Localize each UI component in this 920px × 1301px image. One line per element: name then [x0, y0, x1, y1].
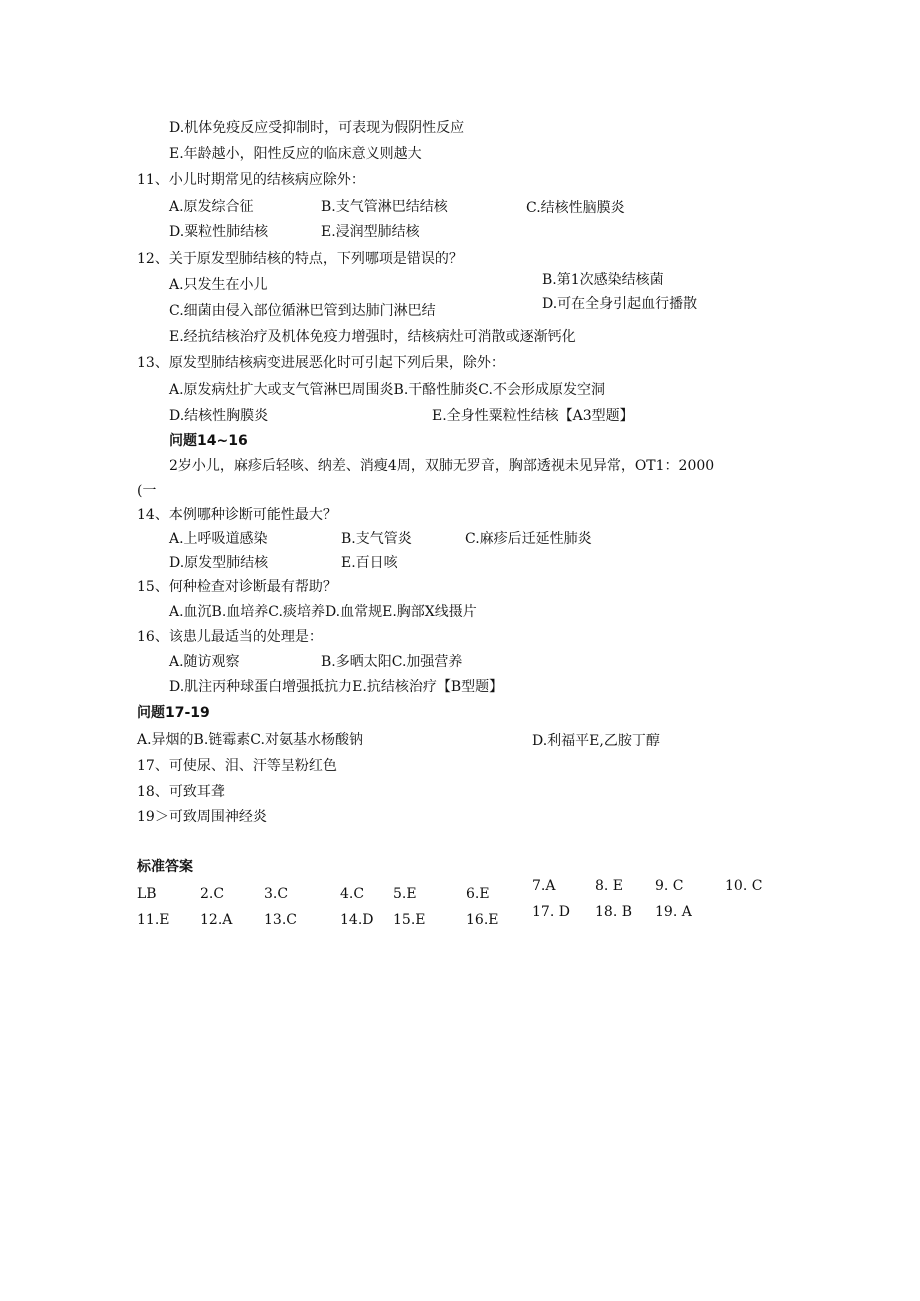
answer-item: 16.E	[466, 912, 499, 928]
answer-item: 6.E	[466, 886, 490, 902]
answer-item: 15.E	[393, 912, 426, 928]
q16-stem: 16、该患儿最适当的处理是：	[137, 629, 323, 645]
q18-stem: 18、可致耳聋	[137, 784, 225, 800]
q14-option-d: D.原发型肺结核	[169, 555, 269, 571]
answer-item: 5.E	[393, 886, 417, 902]
b-group-heading: 问题17-19	[137, 705, 210, 721]
answer-item: 12.A	[200, 912, 233, 928]
q12-option-a: A.只发生在小儿	[169, 277, 268, 293]
q10-option-d: D.机体免疫反应受抑制时，可表现为假阴性反应	[169, 120, 465, 136]
answer-item: 9. C	[655, 878, 684, 894]
q14-option-c: C.麻疹后迁延性肺炎	[465, 531, 592, 547]
q10-option-e: E.年龄越小，阳性反应的临床意义则越大	[169, 146, 422, 162]
q15-stem: 15、何种检查对诊断最有帮助？	[137, 579, 337, 595]
q12-option-b: B.第1次感染结核菌	[542, 272, 664, 288]
q14-stem: 14、本例哪种诊断可能性最大？	[137, 507, 337, 523]
case-14-16-heading: 问题14~16	[169, 433, 248, 449]
answers-heading: 标准答案	[137, 859, 193, 875]
answer-item: 11.E	[137, 912, 170, 928]
q12-option-d: D.可在全身引起血行播散	[542, 296, 698, 312]
answer-item: 10. C	[725, 878, 763, 894]
q16-options-bc: B.多晒太阳C.加强营养	[321, 654, 463, 670]
b-group-options-de: D.利福平E,乙胺丁醇	[532, 733, 660, 749]
q11-option-d: D.粟粒性肺结核	[169, 224, 269, 240]
answer-item: 2.C	[200, 886, 225, 902]
q16-options-de: D.肌注丙种球蛋白增强抵抗力E.抗结核治疗【B型题】	[169, 679, 504, 695]
q17-stem: 17、可使尿、泪、汗等呈粉红色	[137, 758, 337, 774]
q11-option-e: E.浸润型肺结核	[321, 224, 420, 240]
case-14-16-text: 2岁小儿，麻疹后轻咳、纳差、消瘦4周，双肺无罗音，胸部透视未见异常，OT1：2000	[169, 458, 715, 474]
answer-item: 13.C	[264, 912, 297, 928]
q14-option-a: A.上呼吸道感染	[169, 531, 268, 547]
q13-stem: 13、原发型肺结核病变进展恶化时可引起下列后果，除外：	[137, 355, 505, 371]
q14-option-e: E.百日咳	[341, 555, 398, 571]
q19-stem: 19＞可致周围神经炎	[137, 809, 267, 825]
q12-option-c: C.细菌由侵入部位循淋巴管到达肺门淋巴结	[169, 303, 436, 319]
answer-item: 8. E	[595, 878, 624, 894]
q13-option-e: E.全身性粟粒性结核【A3型题】	[432, 408, 634, 424]
answer-item: 4.C	[340, 886, 365, 902]
q11-option-a: A.原发综合征	[169, 199, 254, 215]
q12-stem: 12、关于原发型肺结核的特点，下列哪项是错误的？	[137, 251, 463, 267]
case-14-16-text-cont: (一	[137, 483, 157, 499]
q15-options: A.血沉B.血培养C.痰培养D.血常规E.胸部X线摄片	[169, 604, 477, 620]
q11-option-c: C.结核性脑膜炎	[526, 200, 625, 216]
answer-item: 19. A	[655, 904, 692, 920]
answer-item: 7.A	[532, 878, 556, 894]
b-group-options-abc: A.异烟的B.链霉素C.对氨基水杨酸钠	[137, 732, 363, 748]
q12-option-e: E.经抗结核治疗及机体免疫力增强时，结核病灶可消散或逐渐钙化	[169, 329, 576, 345]
answer-item: LB	[137, 886, 157, 902]
q13-option-d: D.结核性胸膜炎	[169, 408, 269, 424]
answer-item: 14.D	[340, 912, 374, 928]
answer-item: 17. D	[532, 904, 570, 920]
answer-item: 18. B	[595, 904, 633, 920]
q16-option-a: A.随访观察	[169, 654, 240, 670]
q13-options-abc: A.原发病灶扩大或支气管淋巴周围炎B.干酪性肺炎C.不会形成原发空洞	[169, 382, 605, 398]
q14-option-b: B.支气管炎	[341, 531, 412, 547]
q11-option-b: B.支气管淋巴结结核	[321, 199, 448, 215]
answer-item: 3.C	[264, 886, 289, 902]
q11-stem: 11、小儿时期常见的结核病应除外：	[137, 172, 365, 188]
